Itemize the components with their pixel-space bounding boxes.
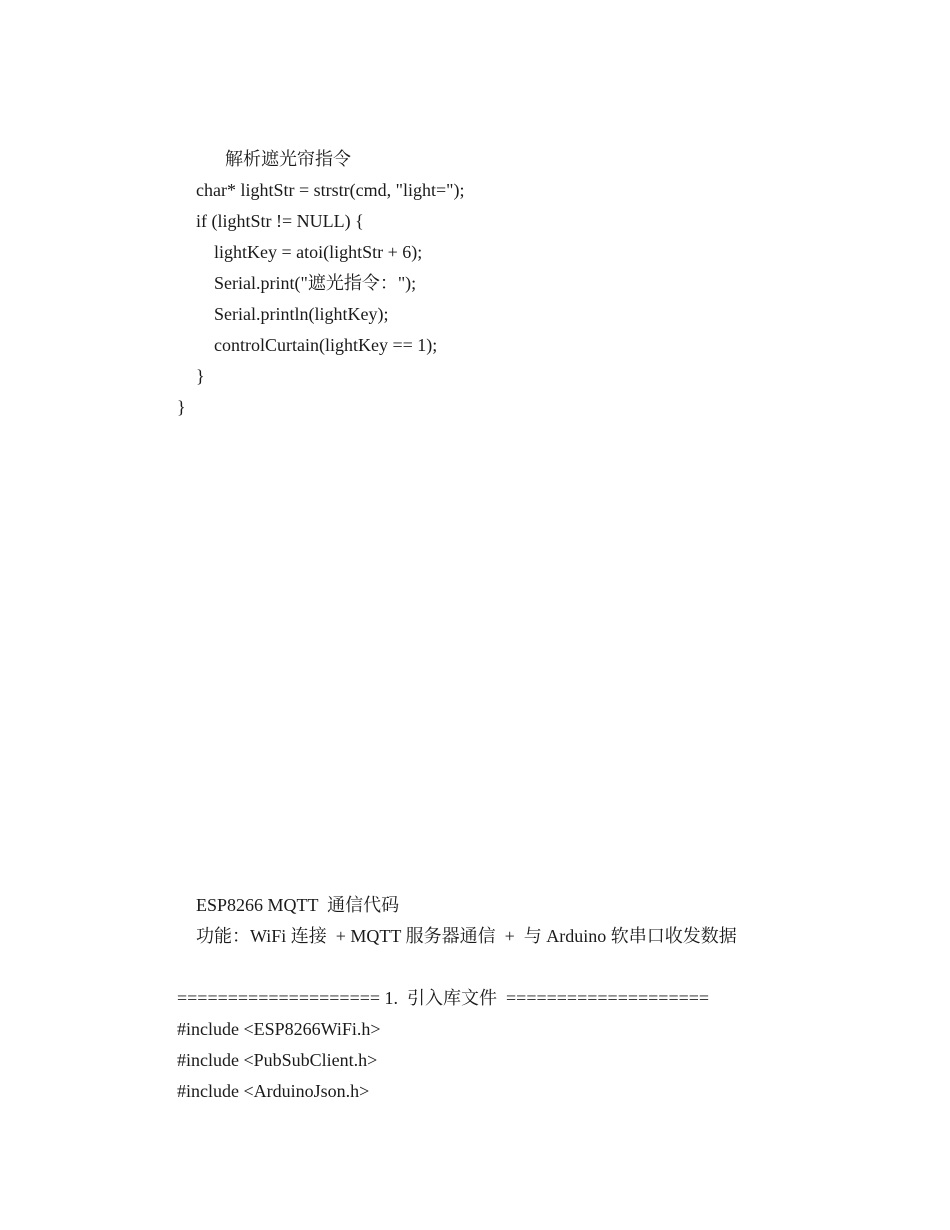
code-line: if (lightStr != NULL) { [196,211,364,231]
code-line: } [177,397,186,417]
code-line: Serial.println(lightKey); [214,304,389,324]
code-line: char* lightStr = strstr(cmd, "light="); [196,180,465,200]
code-comment-line: 功能：WiFi 连接 + MQTT 服务器通信 + 与 Arduino 软串口收发数据 [196,926,737,946]
code-line: controlCurtain(lightKey == 1); [214,335,438,355]
code-comment-line: ESP8266 MQTT 通信代码 [196,895,400,915]
code-line: Serial.print("遮光指令："); [214,273,417,293]
code-line: #include <ArduinoJson.h> [177,1081,370,1101]
code-comment-line: 解析遮光帘指令 [225,149,351,169]
code-line: } [196,366,205,386]
code-line: lightKey = atoi(lightStr + 6); [214,242,423,262]
code-line: #include <ESP8266WiFi.h> [177,1019,381,1039]
code-line: #include <PubSubClient.h> [177,1050,378,1070]
section-divider-line: ==================== 1. 引入库文件 ==================== [177,988,710,1008]
